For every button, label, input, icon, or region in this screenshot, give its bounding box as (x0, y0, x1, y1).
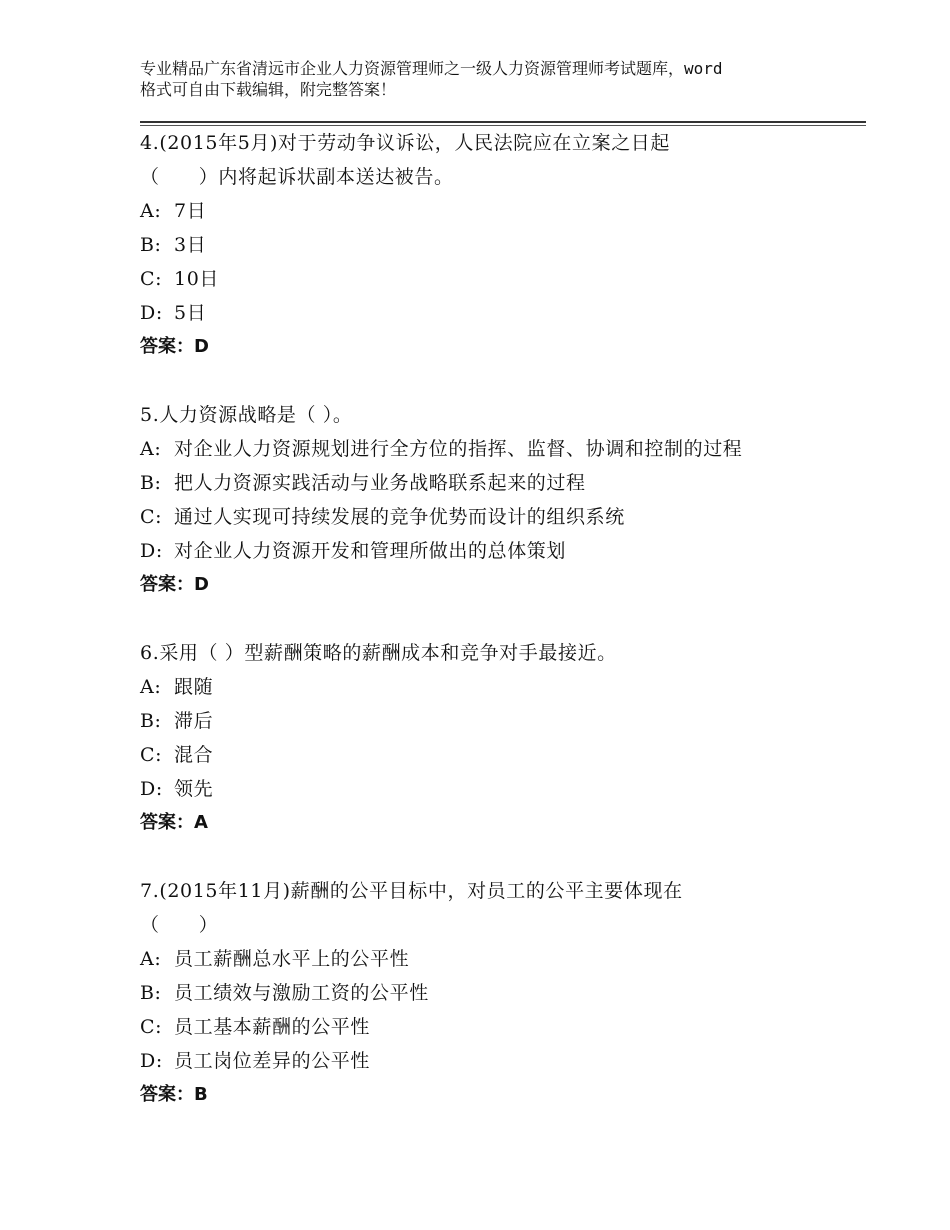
question-list (140, 126, 840, 1112)
option-text: 混合 (174, 744, 214, 766)
option-a (140, 942, 840, 976)
option-text: 滞后 (174, 710, 214, 732)
option-d (140, 1044, 840, 1078)
option-c (140, 1010, 840, 1044)
option-letter: C: (140, 744, 163, 766)
answer-line: 答案：D (140, 574, 209, 595)
option-letter: C: (140, 506, 163, 528)
question-stem: 7.(2015年11月)薪酬的公平目标中，对员工的公平主要体现在 (140, 880, 683, 902)
option-text: 跟随 (174, 676, 214, 698)
question-stem-continued: （ ） (140, 914, 219, 936)
option-letter: B: (140, 234, 162, 256)
option-text: 对企业人力资源开发和管理所做出的总体策划 (174, 540, 567, 562)
option-a (140, 194, 840, 228)
option-c (140, 262, 840, 296)
option-text: 5日 (174, 302, 207, 324)
answer-line: 答案：D (140, 336, 209, 357)
option-text: 员工基本薪酬的公平性 (174, 1016, 371, 1038)
question-stem: 5.人力资源战略是（ ）。 (140, 404, 353, 426)
answer-line: 答案：B (140, 1084, 208, 1105)
option-letter: C: (140, 1016, 163, 1038)
question-stem: 4.(2015年5月)对于劳动争议诉讼，人民法院应在立案之日起 (140, 132, 670, 154)
option-text: 7日 (174, 200, 207, 222)
option-letter: A: (140, 676, 162, 698)
option-c (140, 738, 840, 772)
option-letter: A: (140, 948, 162, 970)
option-b (140, 466, 840, 500)
option-letter: B: (140, 982, 162, 1004)
header-line-2: 格式可自由下载编辑，附完整答案！ (140, 80, 397, 99)
option-letter: B: (140, 710, 162, 732)
question-5 (140, 398, 840, 602)
header-line-1: 专业精品广东省清远市企业人力资源管理师之一级人力资源管理师考试题库，word (140, 59, 723, 78)
option-text: 员工岗位差异的公平性 (174, 1050, 371, 1072)
option-text: 通过人实现可持续发展的竞争优势而设计的组织系统 (174, 506, 625, 528)
option-c (140, 500, 840, 534)
option-a (140, 432, 840, 466)
option-letter: C: (140, 268, 163, 290)
question-stem: 6.采用（ ）型薪酬策略的薪酬成本和竞争对手最接近。 (140, 642, 617, 664)
option-b (140, 976, 840, 1010)
question-6 (140, 636, 840, 840)
option-letter: D: (140, 540, 163, 562)
header-divider-thick (140, 121, 866, 123)
option-text: 10日 (174, 268, 219, 290)
option-letter: A: (140, 200, 162, 222)
option-text: 员工绩效与激励工资的公平性 (174, 982, 429, 1004)
option-letter: D: (140, 302, 163, 324)
option-a (140, 670, 840, 704)
option-letter: A: (140, 438, 162, 460)
option-text: 3日 (174, 234, 207, 256)
option-text: 对企业人力资源规划进行全方位的指挥、监督、协调和控制的过程 (174, 438, 743, 460)
option-letter: D: (140, 1050, 163, 1072)
option-d (140, 296, 840, 330)
question-4 (140, 126, 840, 364)
question-7 (140, 874, 840, 1112)
question-stem-continued: （ ）内将起诉状副本送达被告。 (140, 166, 454, 188)
option-text: 领先 (174, 778, 214, 800)
option-b (140, 704, 840, 738)
option-letter: D: (140, 778, 163, 800)
option-b (140, 228, 840, 262)
option-d (140, 534, 840, 568)
option-letter: B: (140, 472, 162, 494)
option-text: 把人力资源实践活动与业务战略联系起来的过程 (174, 472, 586, 494)
answer-line: 答案：A (140, 812, 208, 833)
option-text: 员工薪酬总水平上的公平性 (174, 948, 410, 970)
option-d (140, 772, 840, 806)
document-header (140, 58, 840, 100)
